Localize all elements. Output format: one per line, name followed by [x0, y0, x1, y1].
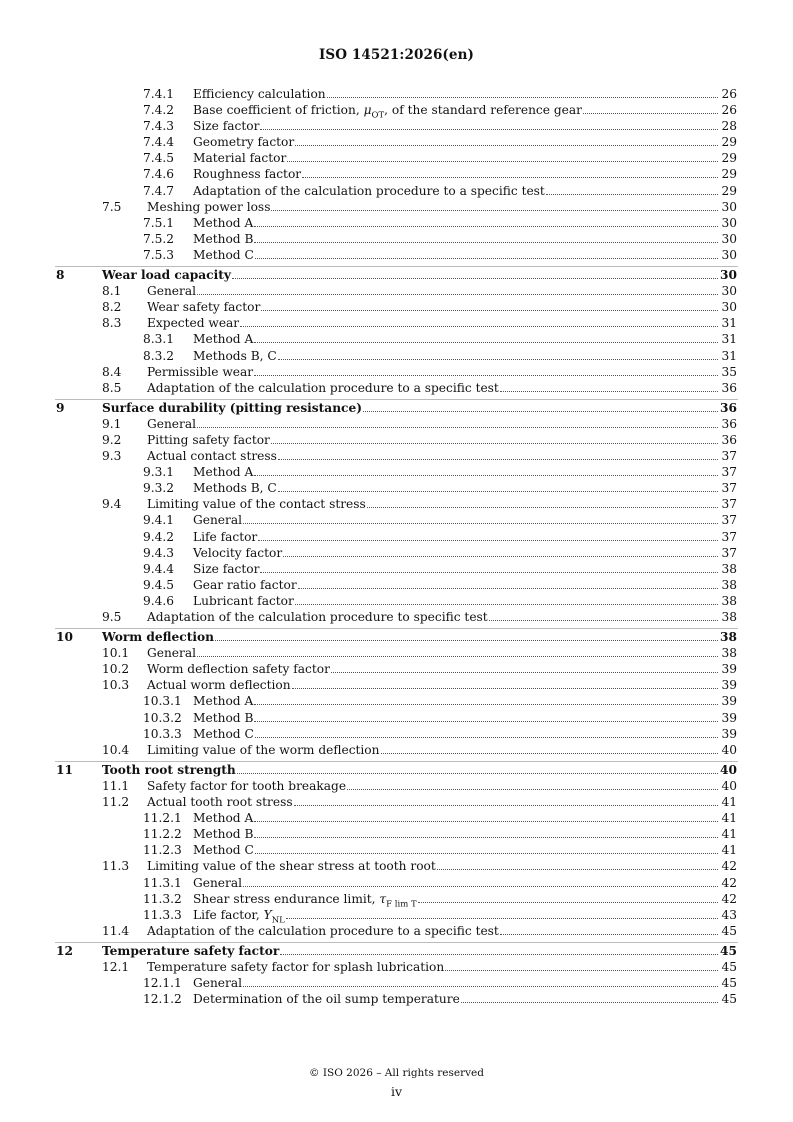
toc-entry-10-3-3[interactable]: 10.3.3 Method C 39: [143, 726, 737, 741]
page-number: iv: [390, 1084, 403, 1099]
table-of-contents: [0, 86, 793, 1007]
toc-entry-11-2-3[interactable]: 11.2.3 Method C 41: [143, 843, 737, 858]
toc-entry-12[interactable]: 12 Temperature safety factor 45: [56, 943, 737, 958]
toc-entry-9-4-6[interactable]: 9.4.6 Lubricant factor 38: [143, 593, 737, 608]
toc-entry-10-3[interactable]: 10.3 Actual worm deflection 39: [102, 678, 737, 693]
toc-entry-8-3[interactable]: 8.3 Expected wear 31: [102, 316, 737, 331]
toc-entry-9-4-4[interactable]: 9.4.4 Size factor 38: [143, 561, 737, 576]
toc-entry-9-3-2[interactable]: 9.3.2 Methods B, C 37: [143, 481, 737, 496]
toc-title-life-factor: Life factor, $Y_{NL}$: [193, 907, 285, 926]
toc-entry-12-1-2[interactable]: 12.1.2 Determination of the oil sump temperature 45: [143, 992, 737, 1007]
toc-entry-9[interactable]: 9 Surface durability (pitting resistance) 36: [56, 400, 737, 415]
toc-entry-12-1[interactable]: 12.1 Temperature safety factor for splash lubrication 45: [102, 959, 737, 974]
document-header: ISO 14521:2026(en): [318, 47, 475, 63]
toc-entry-8-1[interactable]: 8.1 General 30: [102, 284, 737, 299]
toc-entry-9-4-1[interactable]: 9.4.1 General 37: [143, 513, 737, 528]
toc-entry-7-5-3[interactable]: 7.5.3 Method C 30: [143, 247, 737, 262]
toc-entry-9-2[interactable]: 9.2 Pitting safety factor 36: [102, 432, 737, 447]
toc-entry-8[interactable]: 8 Wear load capacity 30: [56, 268, 737, 283]
toc-entry-11-4[interactable]: 11.4 Adaptation of the calculation procedure to a specific test 45: [102, 923, 737, 938]
toc-entry-7-4-3[interactable]: 7.4.3 Size factor 28: [143, 119, 737, 134]
toc-entry-7-5-2[interactable]: 7.5.2 Method B 30: [143, 231, 737, 246]
toc-entry-10-2[interactable]: 10.2 Worm deflection safety factor 39: [102, 662, 737, 677]
toc-entry-9-3-1[interactable]: 9.3.1 Method A 37: [143, 465, 737, 480]
copyright-notice: © ISO 2026 – All rights reserved: [309, 1067, 484, 1079]
toc-entry-11[interactable]: 11 Tooth root strength 40: [56, 762, 737, 777]
toc-entry-8-5[interactable]: 8.5 Adaptation of the calculation procedure to a specific test 36: [102, 380, 737, 395]
toc-entry-7-5[interactable]: 7.5 Meshing power loss 30: [102, 199, 737, 214]
toc-entry-10-1[interactable]: 10.1 General 38: [102, 646, 737, 661]
toc-entry-9-4-2[interactable]: 9.4.2 Life factor 37: [143, 529, 737, 544]
toc-entry-12-1-1[interactable]: 12.1.1 General 45: [143, 976, 737, 991]
toc-entry-11-3[interactable]: 11.3 Limiting value of the shear stress at tooth root 42: [102, 859, 737, 874]
toc-entry-7-4-2[interactable]: 7.4.2 Base coefficient of friction, $\mu_{OT}$, of the standard reference gear 26: [0, 102, 793, 118]
toc-entry-11-1[interactable]: 11.1 Safety factor for tooth breakage 40: [102, 778, 737, 793]
toc-entry-7-4-5[interactable]: 7.4.5 Material factor 29: [143, 151, 737, 166]
toc-entry-11-3-2[interactable]: 11.3.2 Shear stress endurance limit, $\tau_{F lim T}$ 42: [0, 891, 793, 907]
toc-entry-8-3-1[interactable]: 8.3.1 Method A 31: [143, 332, 737, 347]
toc-entry-7-4-6[interactable]: 7.4.6 Roughness factor 29: [143, 167, 737, 182]
toc-entry-10[interactable]: 10 Worm deflection 38: [56, 630, 737, 645]
toc-entry-7-4-7[interactable]: 7.4.7 Adaptation of the calculation procedure to a specific test 29: [143, 183, 737, 198]
toc-entry-8-2[interactable]: 8.2 Wear safety factor 30: [102, 300, 737, 315]
toc-entry-9-4[interactable]: 9.4 Limiting value of the contact stress 37: [102, 497, 737, 512]
toc-entry-8-4[interactable]: 8.4 Permissible wear 35: [102, 364, 737, 379]
toc-title-shear-limit: Shear stress endurance limit, $\tau_{F lim T}$: [193, 891, 417, 910]
toc-entry-7-4-4[interactable]: 7.4.4 Geometry factor 29: [143, 135, 737, 150]
toc-entry-10-3-1[interactable]: 10.3.1 Method A 39: [143, 694, 737, 709]
toc-title-friction: Base coefficient of friction, $\mu_{OT}$, of the standard reference gear: [193, 103, 582, 121]
toc-entry-9-1[interactable]: 9.1 General 36: [102, 416, 737, 431]
toc-entry-11-3-1[interactable]: 11.3.1 General 42: [143, 875, 737, 890]
toc-entry-7-5-1[interactable]: 7.5.1 Method A 30: [143, 215, 737, 230]
toc-entry-9-4-3[interactable]: 9.4.3 Velocity factor 37: [143, 545, 737, 560]
toc-entry-11-3-3[interactable]: 11.3.3 Life factor, $Y_{NL}$ 43: [0, 907, 793, 923]
toc-entry-8-3-2[interactable]: 8.3.2 Methods B, C 31: [143, 348, 737, 363]
toc-entry-9-5[interactable]: 9.5 Adaptation of the calculation procedure to specific test 38: [102, 610, 737, 624]
toc-entry-11-2-1[interactable]: 11.2.1 Method A 41: [143, 811, 737, 826]
toc-entry-9-4-5[interactable]: 9.4.5 Gear ratio factor 38: [143, 577, 737, 592]
toc-entry-11-2-2[interactable]: 11.2.2 Method B 41: [143, 827, 737, 842]
toc-entry-7-4-1[interactable]: 7.4.1 Efficiency calculation 26: [143, 87, 737, 101]
toc-entry-11-2[interactable]: 11.2 Actual tooth root stress 41: [102, 795, 737, 810]
toc-entry-10-4[interactable]: 10.4 Limiting value of the worm deflection 40: [102, 742, 737, 757]
toc-entry-10-3-2[interactable]: 10.3.2 Method B 39: [143, 710, 737, 725]
toc-entry-9-3[interactable]: 9.3 Actual contact stress 37: [102, 449, 737, 464]
